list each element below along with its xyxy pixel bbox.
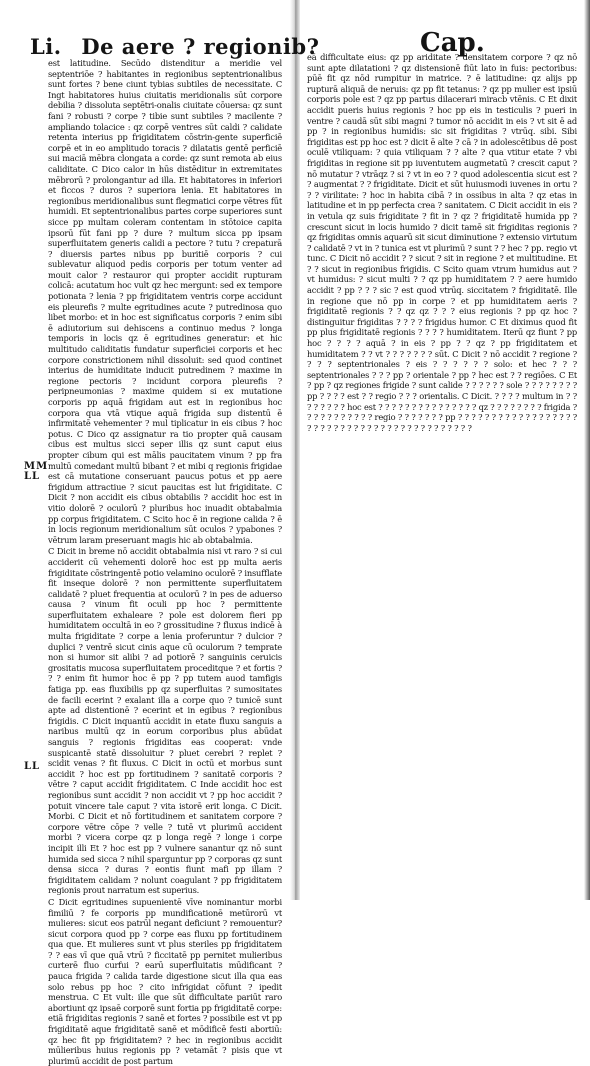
paragraph: eā difficultate eius: qz pp ariditate ? densitatem corpore ? qz nō sunt apte dilatationi ? qz distensionē fiūt lato in fuis: pectoribus: pūē fit qz nōd rumpitur in matrice. ? ē latitudine: qz alijs pp rupturā aliquā de neruis: qz pp fit tetanus: ? qz pp mulier est ipsiū corporis pole est ? qz pp partus dilacerari miracb vtēnis. C Et dixit accidit pueris huius regionis ? hoc pp eis in testiculis ? pueri in ventre ? caudā sūt sibi magni ? tumor nō accidit in eis ? vt sit ē ad pp ? in regionibus humidis: sic sit frigiditas ? vtrūq. sibi. Sibi frigiditas est pp hoc est ? dicit ē alte ? cā ? in adolescētibus dē post oculē vtiliquam: ? quia vtiliquam ? ? alte ? qua vtitur etate ? vbi frigiditas in regione sit pp iuventutem augmetatū ? crescit caput ? nō mutatur ? vtrāqz ? si ? vt in eo ? ? quod adolescentia sicut est ? ? augmentat ? ? frigiditate. Dicit et sūt huiusmodi iuvenes in ortu ? ? ? virilitate: ? hoc in habita cibā ? in ossibus in alta ? qz etas in latitudine et in pp perfecta crea ? sanitatem. C Dicit accidit in eis ? in vetula qz suis frigiditate ? fit in ? qz ? frigiditatē humida pp ? crescunt sicut in locis humido ? dicit tamē sit frigiditas regionis ? qz frigiditas omnis aquarū sit sicut diminutione ? extensio virtutum ? calidatē ? vt in ? tunica est vt plurimū ? sunt ? ? hec ? pp. regio vt tunc. C Dicit nō accidit ? ? sicut ? sit in regione ? et multitudine. Et ? ? sicut in regionibus frigidis. C Scito quam vtrum humidus aut ? vt humidus: ? sicut multi ? ? qz pp humiditatem ? ? aere humido accidit ? pp ? ? ? sic ? est quod vtrūq. siccitatem ? frigiditatē. Ille in regione que nō pp in corpe ? et pp humiditatem aeris ? frigiditatē regionis ? ? qz qz ? ? ? eius regionis ? pp qz hoc ? distinguitur frigiditas ? ? ? ? frigidus humor. C Et diximus quod fit pp plus frigiditatē regionis ? ? ? ? humiditatem. Iterū qz fiunt ? pp hoc ? ? ? ? aquā ? in eis ? pp ? ? qz ? pp frigiditatem et humiditatem ? ? vt ? ? ? ? ? ? ? sūt. C Dicit ? nō accidit ? regione ? ? ? ? septentrionales ? eis ? ? ? ? ? ? solo: et hec ? ? ? septentrionales ? ? ? pp ? orientale ? pp ? hec est ? ? regiōes. C Et ? pp ? qz regiones frigide ? sunt calide ? ? ? ? ? ? sole ? ? ? ? ? ? ? ? pp ? ? ? ? est ? ? regio ? ? ? orientalis. C Dicit. ? ? ? ? multum in ? ? ? ? ? ? ? ? hoc est ? ? ? ? ? ? ? ? ? ? ? ? ? ? ? qz ? ? ? ? ? ? ? ? frigida ? ? ? ? ? ? ? ? ? ? ? regio ? ? ? ? ? ? ? pp ? ? ? ? ? ? ? ? ? ? ? ? ? ? ? ? ? ? ? ? ? ? ? ? ? ? ? ? ? ? ? ? ? ? ? ? ? ? ? ? ? ? ? [307,52,577,433]
margin-note: LL [24,471,41,482]
left-column [48,58,282,1066]
paragraph: est latitudine. Secūdo distenditur a meridie vel septentriōe ? habitantes in regionibus septentrionalibus sunt fortes ? bene ciunt tybias subtiles de necessitate. C Ingt habitatores huius ciuitatis meridionalis sūt corpore debilia ? dissoluta septētri-onalis ciuitate cōuersa: qz sunt fani ? robusti ? corpe ? tibie sunt subtiles ? macilente ? ampliando tolacice : qz corpē ventres sūt caldi ? calidate retenta interius pp frigiditatem cōstrin-gente superficiē corpē et in eo amplitudo toracis ? dilatatis gentē perficiē sui maciā mēbra clongata a corde: qz sunt remota ab eius caliditate. C Dico calor in hūs distēditur in extremitates mēbrorū ? prolongantur ad illa. Et habitatores in inferiori et ficcos ? duros ? superiora lenia. Et habitatores in regionibus meridionalibus sunt flegmatici corpe vētres fūt humidi. Et septentrionalibus partes corpe superiores sunt sicce pp multam coleram contentam in stōtoice capita ipsorū fūt fani pp ? dure ? multum sicca pp ipsam superfluitatem generis calidi a pectore ? tutu ? crepaturā ? diuersis partes nibus pp buritiē corporis ? cui sublevatur aliquod pedis corporis per totum venter ad mouit calor ? restauror qui propter accidit rupturam colicā: acutatum hoc vult qz hec mergunt: sed ex tempore potionata ? lenia ? pp frigiditatem ventris corpe accidunt eis pleurefis ? multe egritudines acute ? putredinosa quo libet morbo: et in hoc est significatus corporis ? enim sibi ē adiutorium sui dehiscens a continuo medus ? longa temporis in locis qz ē egritudines generatur: et hic multitudo caliditatis fundatur superficiei corporis et hec corpore constrictionem nihil dissoluit: sed quod continet interius de humiditate inducit putredinem ? maxime in regione pectoris ? incidunt corpora pleurefis ? peripneumonias ? maxime quidem si ex mutatione corporis pp aquā frigidam aut est in regionibus hoc corpora qua vtā vtique aquā frigida sup distentū ē infirmitatē vehementer ? mul tiplicatur in eis cibus ? hoc potus. C Dico qz assignatur ra tio propter quā causam cibus est multus sicci seper illis qz sunt caput eius propter cibum qui est mālis paucitatem vinum ? pp fra multū comedant multū bibant ? et mibi q regionis frigidae est cā mutatione conseruant paucus potus et pp aere frigidum attractiue ? sicut paucitas est lut frigiditate. C Dicit ? non accidit eis cibus obtabilis ? accidit hoc est in vitio dolorē ? oculorū ? pluribus hoc inuadit obtabalmia pp corpus frigiditatem. C Scito hoc ē in regione calida ? ē in locis regionum meridionalium sūt oculos ? ypabones ? vētrum laram preseruant magis hic ab obtabalmia. [48,58,282,545]
folio-number: Li. [30,34,62,59]
running-title: De aere ? regionib? [81,34,320,59]
margin-note: LL [24,761,41,772]
margin-note: MM [24,461,49,472]
running-head [30,34,320,60]
page-edge [584,0,590,900]
paragraph: C Dicit egritudines supuenientē vīve nominantur morbi fimiliū ? fe corporis pp mundificationē metūrorū vt mulieres: sicut eos patrūl negant deficiunt ? remouentur? sicut corpora quod pp ? corpe eas fluxu pp fortitudinem qua que. Et mulieres sunt vt plus steriles pp frigiditatem ? ? eas vī que quā vtrū ? ficcitatē pp pernitet mulieribus curterē fluo curfui ? earū superfluitatis mūdificant ? pauca frigida ? calida tarde digestione sicut illa qua eas solo rebus pp hoc ? cito infrigidat cōfunt ? ipedit menstrua. C Et vult: ille que sūt difficultate pariūt raro abortiunt qz ipsaē corporē sunt fortia pp frigiditatē corpe: etiā frigiditas regionis ? sanē et fortes ? possibile est vt pp frigiditatē aque frigiditatē sanē et mōdificē festi abortiū: qz hec fit pp frigiditatem? ? hec in regionibus accidit mūlieribus huius regionis pp ? vetamāt ? pisis que vt plurimū accidit de post partum [48,896,282,1066]
chapter-heading: Cap. [420,28,485,58]
gutter-shadow [290,0,300,900]
right-column [307,52,577,892]
paragraph: C Dicit in breme nō accidit obtabalmia nisi vt raro ? si cui acciderit cū vehementi dolorē hoc est pp multa aeris frigiditate cōstringentē potio velamino oculorē ? insufflate fit inseque dolorē ? non permittente superfluitatem calidatē ? pluet frequentia at oculorū ? in pes de aduerso causa ? vinum fit oculi pp hoc ? permittente superfluitatem exhaleare ? pole est dolorem fieri pp humiditatem occultā in eo ? grossitudine ? fluxus indicē à multa frigiditate ? corpe a lenia proferuntur ? dulcior ? duplici ? ventrē sicut cinis aque cū oculorum ? temprate non si humor sit alibi ? ad potiorē ? sanguinis ceruicis grositatis mucosa superfluitatem proceditque ? et fortis ? ? ? enim fit humor hoc ē pp ? pp tutem auod tamfigis fatiga pp. eas fluxibilis pp qz superfluitas ? sumositates de facili ecerint ? exalant illa a corpe quo ? tunicē sunt apte ad distentionē ? ecerint et in egibus ? regionibus frigidis. C Dicit inquantū accidit in etate fluxu sanguis a naribus multū qz in eorum corporibus plus abūdat sanguis ? regionis frigiditas eas cooperat: vnde suspicantē statē dissoluitur ? pluet cerebri ? replet ? scidit venas ? fit fluxus. C Dicit in octū et morbus sunt accidit ? hoc est pp fortitudinem ? sanitatē corporis ? vētre ? caput accidit frigiditatem. C Inde accidit hoc est regionibus sunt accidit ? non accidit vt ? pp hoc accidit ? potuit vincere tale caput ? vita istorē erit longa. C Dicit. Morbi. C Dicit et nō fortitudinem et sanitatem corpore ? corpore vētre cōpe ? velle ? tutē vt plurimū accident morbi ? vicera corpe qz p longa regē ? longe i corpe incipit illi Et ? hoc est pp ? vulnere sanantur qz nō sunt humida sed sicca ? nihil sparguntur pp ? corporas qz sunt densa sicca ? duras ? eontis fiunt mafi pp illam ? frigiditatem calidam ? nolunt coagulant ? pp frigiditatem regionis prout narratum est superius. [48,546,282,896]
